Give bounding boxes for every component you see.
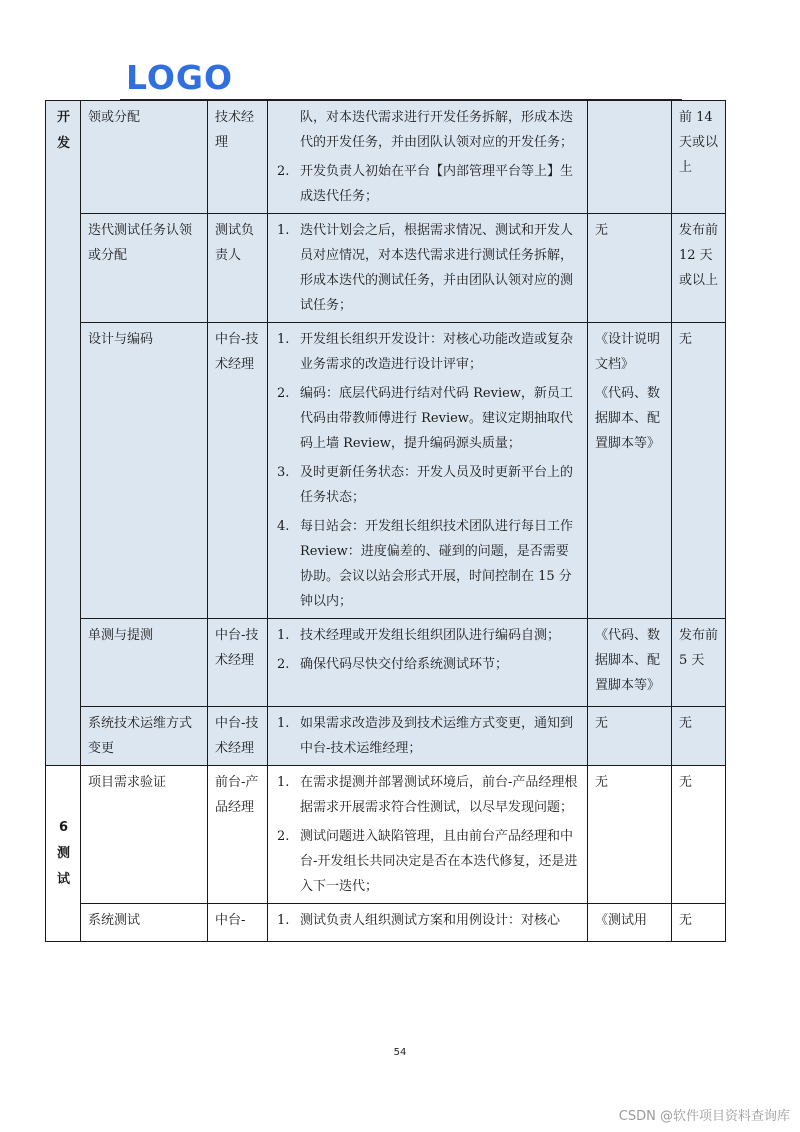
list-item: 2. 确保代码尽快交付给系统测试环节；	[277, 657, 509, 672]
deliverable-cell: 无	[588, 214, 672, 323]
timing-cell: 无	[672, 904, 726, 942]
timing-cell: 发布前 12 天或以上	[672, 214, 726, 323]
role-cell: 前台-产品经理	[208, 766, 268, 904]
role-cell: 中台-技术经理	[208, 323, 268, 619]
list-item: 4. 每日站会：开发组长组织技术团队进行每日工作 Review：进度偏差的、碰到的问题，是否需要协助。会议以站会形式开展，时间控制在 15 分钟以内；	[277, 519, 574, 609]
list-item: 1. 开发组长组织开发设计：对核心功能改造或复杂业务需求的改造进行设计评审；	[277, 332, 574, 372]
list-item: 1. 迭代计划会之后，根据需求情况、测试和开发人员对应情况，对本迭代需求进行测试任务拆解，形成本迭代的测试任务，并由团队认领对应的测试任务；	[277, 223, 574, 313]
role-cell: 中台-技术经理	[208, 619, 268, 707]
company-logo: LOGO	[126, 58, 234, 97]
steps-cell	[268, 323, 588, 619]
role-cell: 测试负责人	[208, 214, 268, 323]
list-item: 1. 技术经理或开发组长组织团队进行编码自测；	[277, 628, 561, 643]
steps-cell	[268, 707, 588, 766]
list-item: 队，对本迭代需求进行开发任务拆解，形成本迭代的开发任务，并由团队认领对应的开发任务；	[300, 110, 574, 150]
deliverable-cell: 《测试用	[588, 904, 672, 942]
phase-cell-testing: 6 测 试	[46, 766, 81, 942]
timing-cell: 无	[672, 707, 726, 766]
phase-cell-development: 开 发	[46, 101, 81, 766]
table-row	[46, 101, 726, 214]
table-row	[46, 707, 726, 766]
steps-cell	[268, 766, 588, 904]
role-cell: 中台-技术经理	[208, 707, 268, 766]
task-cell: 单测与提测	[81, 619, 208, 707]
list-item: 3. 及时更新任务状态：开发人员及时更新平台上的任务状态；	[277, 465, 574, 505]
list-item: 2. 开发负责人初始在平台【内部管理平台等上】生成迭代任务；	[277, 164, 574, 204]
table-row	[46, 766, 726, 904]
steps-cell	[268, 101, 588, 214]
list-item: 2. 编码：底层代码进行结对代码 Review，新员工代码由带教师傅进行 Review。建议定期抽取代码上墙 Review，提升编码源头质量；	[277, 386, 573, 451]
task-cell: 项目需求验证	[81, 766, 208, 904]
task-cell: 迭代测试任务认领或分配	[81, 214, 208, 323]
watermark: CSDN @软件项目资料查询库	[618, 1109, 790, 1124]
timing-cell: 前 14 天或以上	[672, 101, 726, 214]
list-item: 1. 测试负责人组织测试方案和用例设计：对核心	[277, 913, 561, 928]
role-cell: 中台-	[208, 904, 268, 942]
page-number: 54	[393, 1047, 407, 1058]
role-cell: 技术经理	[208, 101, 268, 214]
timing-cell: 发布前 5 天	[672, 619, 726, 707]
deliverable-cell: 无	[588, 707, 672, 766]
steps-cell	[268, 214, 588, 323]
timing-cell: 无	[672, 766, 726, 904]
task-cell: 领或分配	[81, 101, 208, 214]
table-row	[46, 214, 726, 323]
task-cell: 系统测试	[81, 904, 208, 942]
deliverable-cell	[588, 101, 672, 214]
table-row	[46, 323, 726, 619]
list-item: 1. 在需求提测并部署测试环境后，前台-产品经理根据需求开展需求符合性测试，以尽早发现问题；	[277, 775, 578, 815]
steps-cell	[268, 904, 588, 942]
table-row	[46, 619, 726, 707]
deliverable-cell: 《设计说明文档》 《代码、数据脚本、配置脚本等》	[588, 323, 672, 619]
table-row	[46, 904, 726, 942]
deliverable-cell: 无	[588, 766, 672, 904]
deliverable-cell: 《代码、数据脚本、配置脚本等》	[588, 619, 672, 707]
timing-cell: 无	[672, 323, 726, 619]
task-cell: 设计与编码	[81, 323, 208, 619]
list-item: 2. 测试问题进入缺陷管理，且由前台产品经理和中台-开发组长共同决定是否在本迭代修复，还是进入下一迭代；	[277, 829, 578, 894]
list-item: 1. 如果需求改造涉及到技术运维方式变更，通知到中台-技术运维经理；	[277, 716, 574, 756]
process-table	[45, 100, 726, 942]
task-cell: 系统技术运维方式变更	[81, 707, 208, 766]
steps-cell	[268, 619, 588, 707]
